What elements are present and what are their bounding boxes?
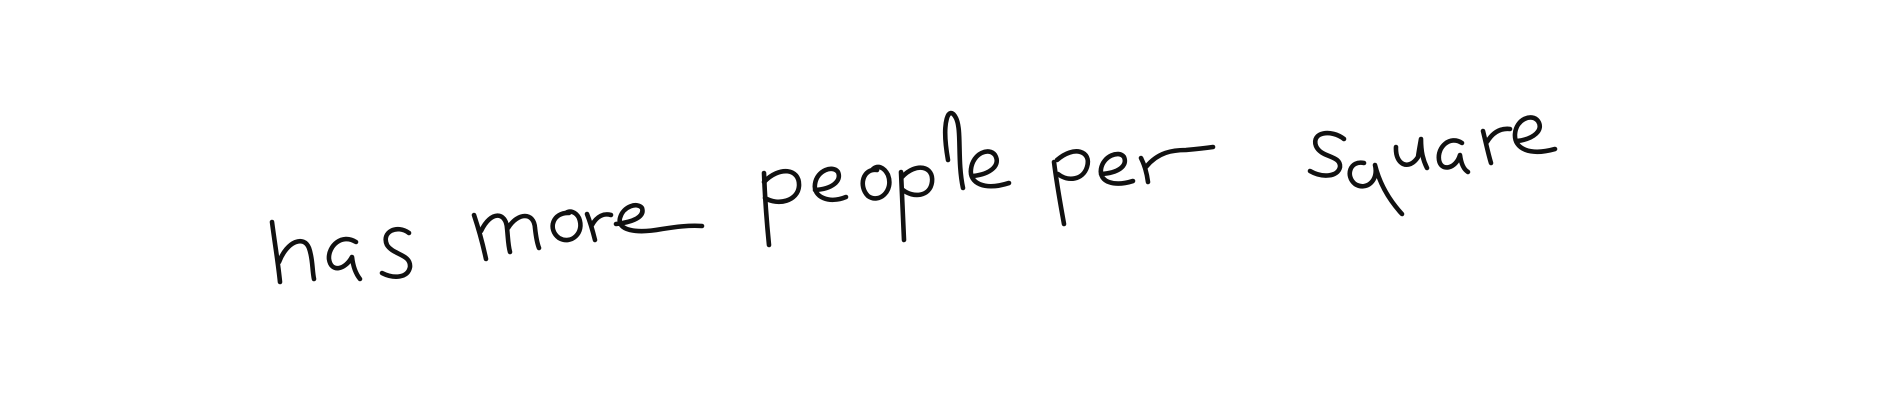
- word-has: [272, 222, 410, 282]
- word-more: [474, 205, 702, 259]
- word-people: [764, 113, 1009, 245]
- word-per: [1054, 147, 1213, 224]
- word-square: [1310, 117, 1555, 214]
